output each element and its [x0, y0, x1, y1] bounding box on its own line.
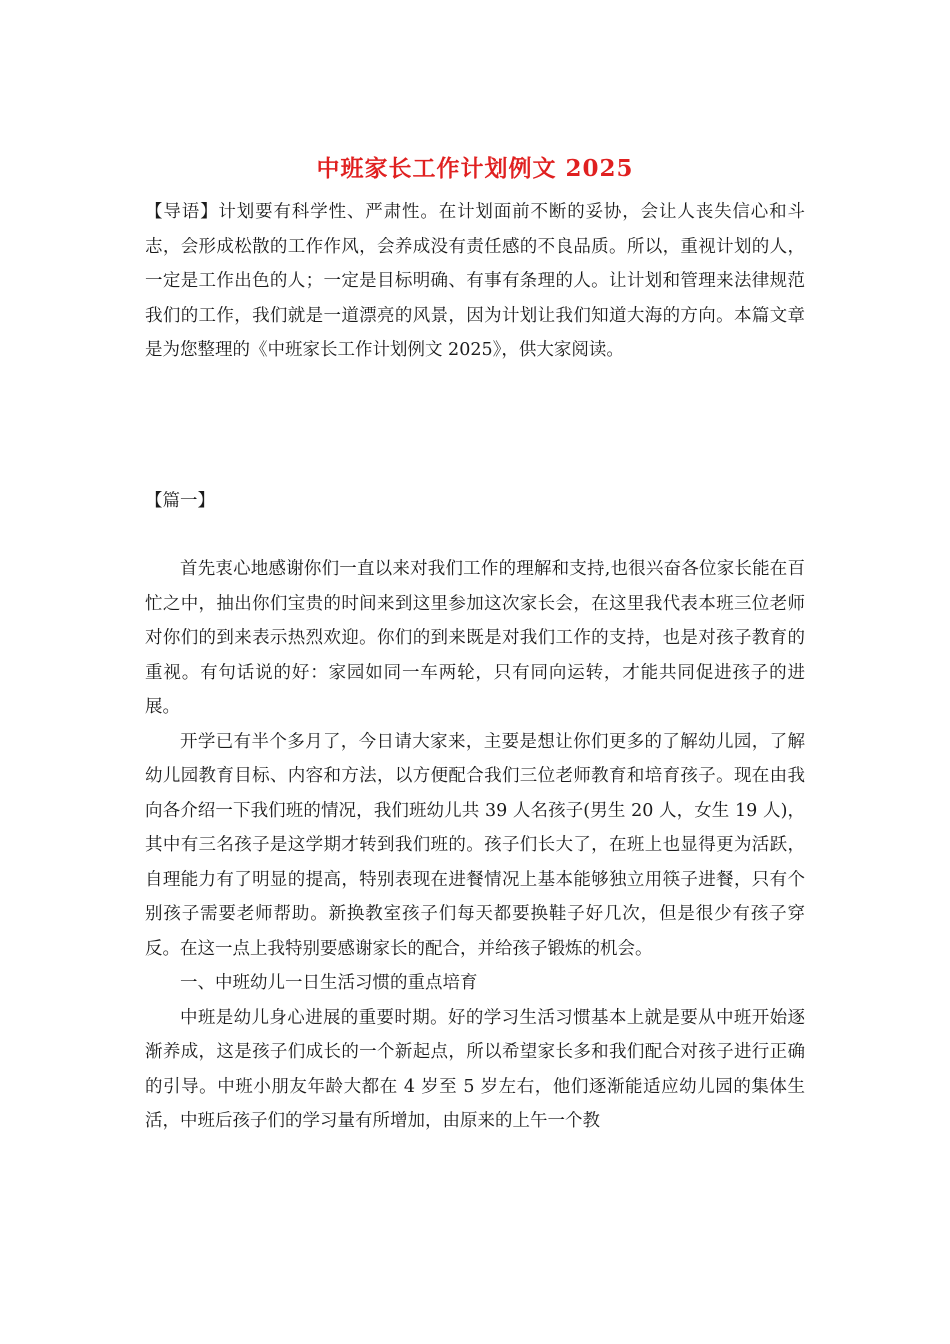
body-text — [145, 552, 805, 1139]
document-title: 中班家长工作计划例文 2025 — [316, 155, 634, 182]
section-label: 【篇一】 — [145, 491, 215, 511]
body-paragraph: 开学已有半个多月了，今日请大家来，主要是想让你们更多的了解幼儿园，了解幼儿园教育目标、内容和方法，以方便配合我们三位老师教育和培育孩子。现在由我向各介绍一下我们班的情况，我们班幼儿共 39 人名孩子(男生 20 人，女生 19 人)，其中有三名孩子是这学期才转到我们班的。孩子们长大了，在班上也显得更为活跃，自理能力有了明显的提高，特别表现在进餐情况上基本能够独立用筷子进餐，只有个别孩子需要老师帮助。新换教室孩子们每天都要换鞋子好几次，但是很少有孩子穿反。在这一点上我特别要感谢家长的配合，并给孩子锻炼的机会。 — [145, 731, 805, 959]
intro-paragraph: 【导语】计划要有科学性、严肃性。在计划面前不断的妥协，会让人丧失信心和斗志，会形成松散的工作作风，会养成没有责任感的不良品质。所以，重视计划的人，一定是工作出色的人；一定是目标明确、有事有条理的人。让计划和管理来法律规范我们的工作，我们就是一道漂亮的风景，因为计划让我们知道大海的方向。本篇文章是为您整理的《中班家长工作计划例文 2025》，供大家阅读。 — [145, 202, 805, 360]
body-paragraph: 中班是幼儿身心进展的重要时期。好的学习生活习惯基本上就是要从中班开始逐渐养成，这是孩子们成长的一个新起点，所以希望家长多和我们配合对孩子进行正确的引导。中班小朋友年龄大都在 4 岁至 5 岁左右，他们逐渐能适应幼儿园的集体生活，中班后孩子们的学习量有所增加，由原来的上午一个教 — [145, 1007, 805, 1131]
section-heading: 一、中班幼儿一日生活习惯的重点培育 — [180, 973, 478, 993]
body-paragraph: 首先衷心地感谢你们一直以来对我们工作的理解和支持,也很兴奋各位家长能在百忙之中，抽出你们宝贵的时间来到这里参加这次家长会，在这里我代表本班三位老师对你们的到来表示热烈欢迎。你们的到来既是对我们工作的支持，也是对孩子教育的重视。有句话说的好：家园如同一车两轮，只有同向运转，才能共同促进孩子的进展。 — [145, 559, 805, 717]
